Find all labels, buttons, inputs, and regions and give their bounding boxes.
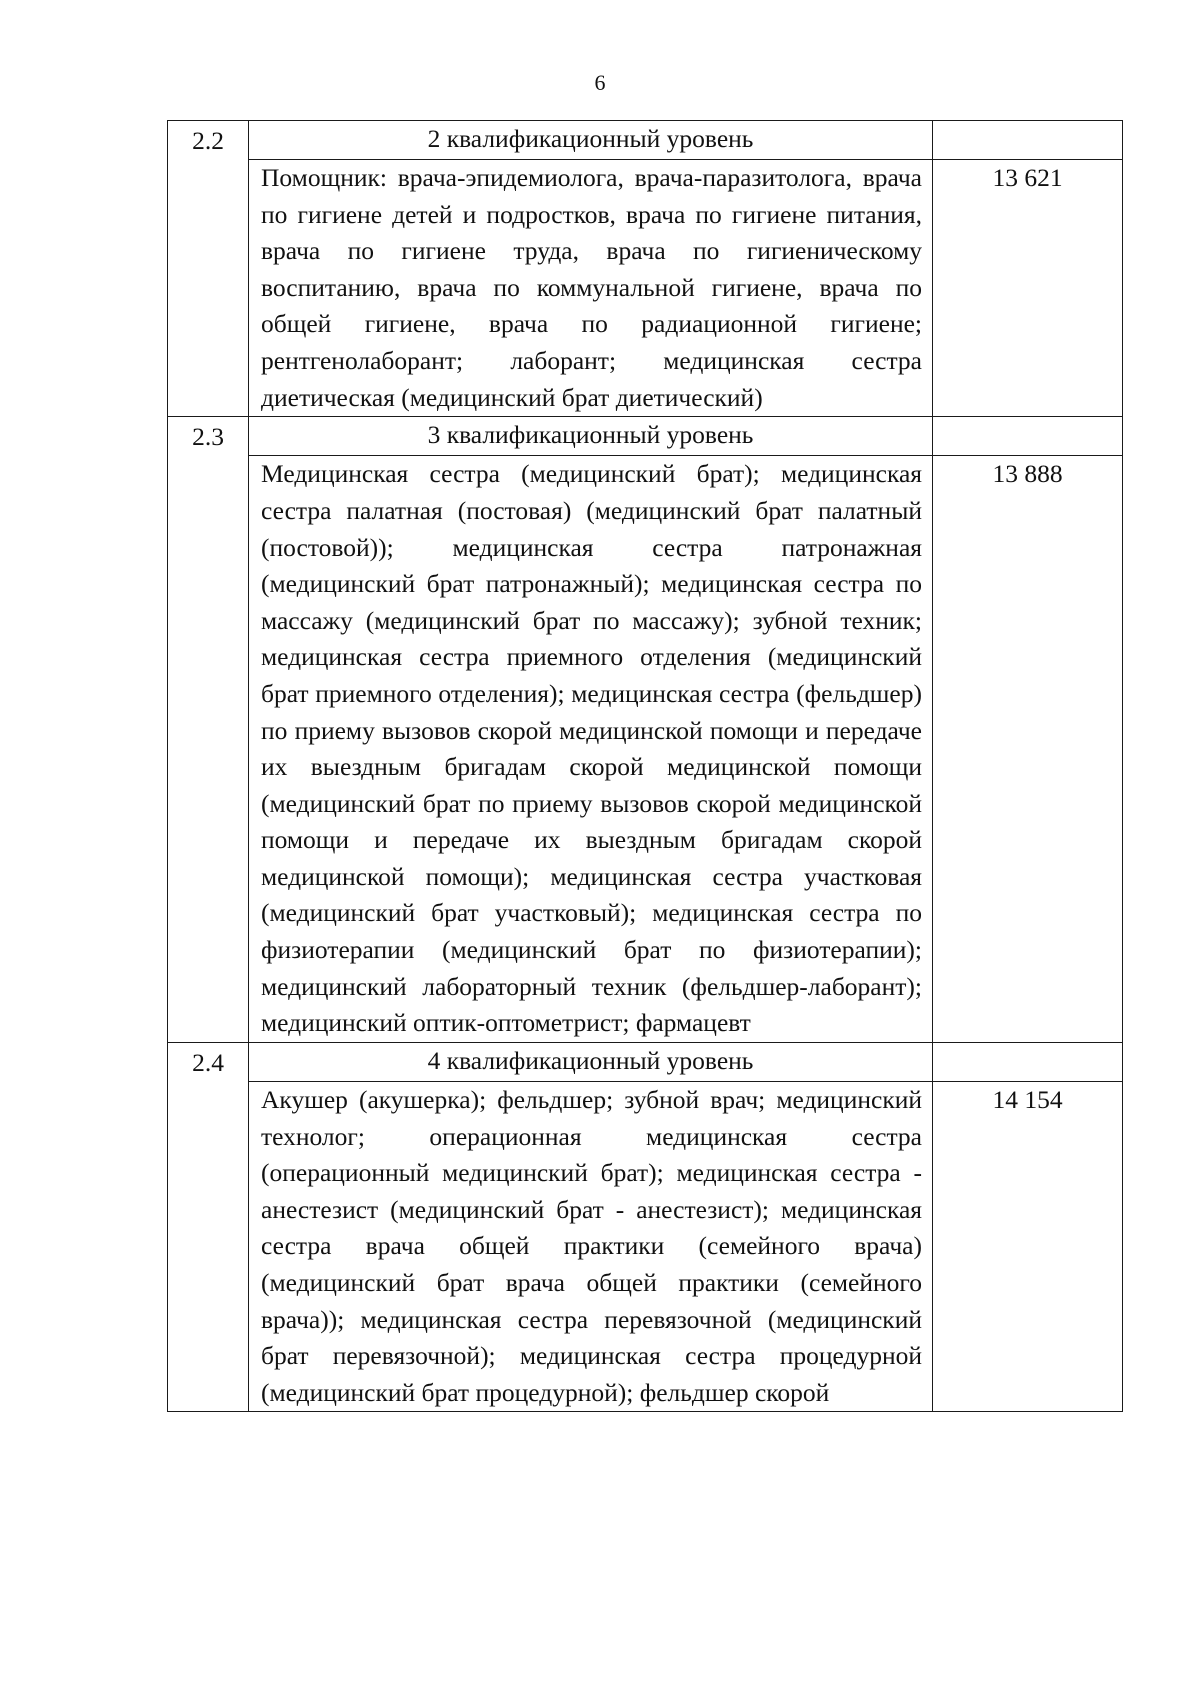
position-row <box>168 456 1123 1043</box>
position-list-text: Акушер (акушерка); фельдшер; зубной врач; медицинский технолог; операционная медицинская сестра (операционный медицинский брат); медицинская сестра - анестезист (медицинский брат - анестезист); медицинская сестра врача общей практики (семейного врача) (медицинский брат врача общей практики (семейного врача)); медицинская сестра перевязочной (медицинский брат перевязочной); медицинская сестра процедурной (медицинский брат процедурной); фельдшер скорой <box>261 1084 922 1407</box>
level-salary-blank <box>933 1042 1123 1081</box>
level-title: 3 квалификационный уровень <box>249 417 933 456</box>
row-number-continuation <box>168 160 249 417</box>
page-number: 6 <box>594 70 606 95</box>
qualification-table <box>167 120 1123 1412</box>
position-row <box>168 1081 1123 1411</box>
position-list-text: Медицинская сестра (медицинский брат); медицинская сестра палатная (постовая) (медицинский брат палатный (постовой)); медицинская сестра патронажная (медицинский брат патронажный); медицинская сестра по массажу (медицинский брат по массажу); зубной техник; медицинская сестра приемного отделения (медицинский брат приемного отделения); медицинская сестра (фельдшер) по приему вызовов скорой медицинской помощи и передаче их выездным бригадам скорой медицинской помощи (медицинский брат по приему вызовов скорой медицинской помощи и передаче их выездным бригадам скорой медицинской помощи); медицинская сестра участковая (медицинский брат участковый); медицинская сестра по физиотерапии (медицинский брат по физиотерапии); медицинский лабораторный техник (фельдшер-лаборант); медицинский оптик-оптометрист; фармацевт <box>261 459 922 1038</box>
salary-value: 14 154 <box>933 1081 1123 1411</box>
row-number: 2.4 <box>168 1042 249 1081</box>
level-title: 2 квалификационный уровень <box>249 121 933 160</box>
level-title: 4 квалификационный уровень <box>249 1042 933 1081</box>
salary-value: 13 888 <box>933 456 1123 1043</box>
row-number-continuation <box>168 456 249 1043</box>
level-salary-blank <box>933 121 1123 160</box>
position-list-text: Помощник: врача-эпидемиолога, врача-паразитолога, врача по гигиене детей и подростков, врача по гигиене питания, врача по гигиене труда, врача по гигиеническому воспитанию, врача по коммунальной гигиене, врача по общей гигиене, врача по радиационной гигиене; рентгенолаборант; лаборант; медицинская сестра диетическая (медицинский брат диетический) <box>261 163 922 412</box>
level-row <box>168 1042 1123 1081</box>
position-list <box>249 1081 933 1411</box>
row-number: 2.3 <box>168 417 249 456</box>
level-row <box>168 121 1123 160</box>
salary-value: 13 621 <box>933 160 1123 417</box>
level-salary-blank <box>933 417 1123 456</box>
position-list <box>249 456 933 1043</box>
position-row <box>168 160 1123 417</box>
level-row <box>168 417 1123 456</box>
row-number-continuation <box>168 1081 249 1411</box>
position-list <box>249 160 933 417</box>
row-number: 2.2 <box>168 121 249 160</box>
